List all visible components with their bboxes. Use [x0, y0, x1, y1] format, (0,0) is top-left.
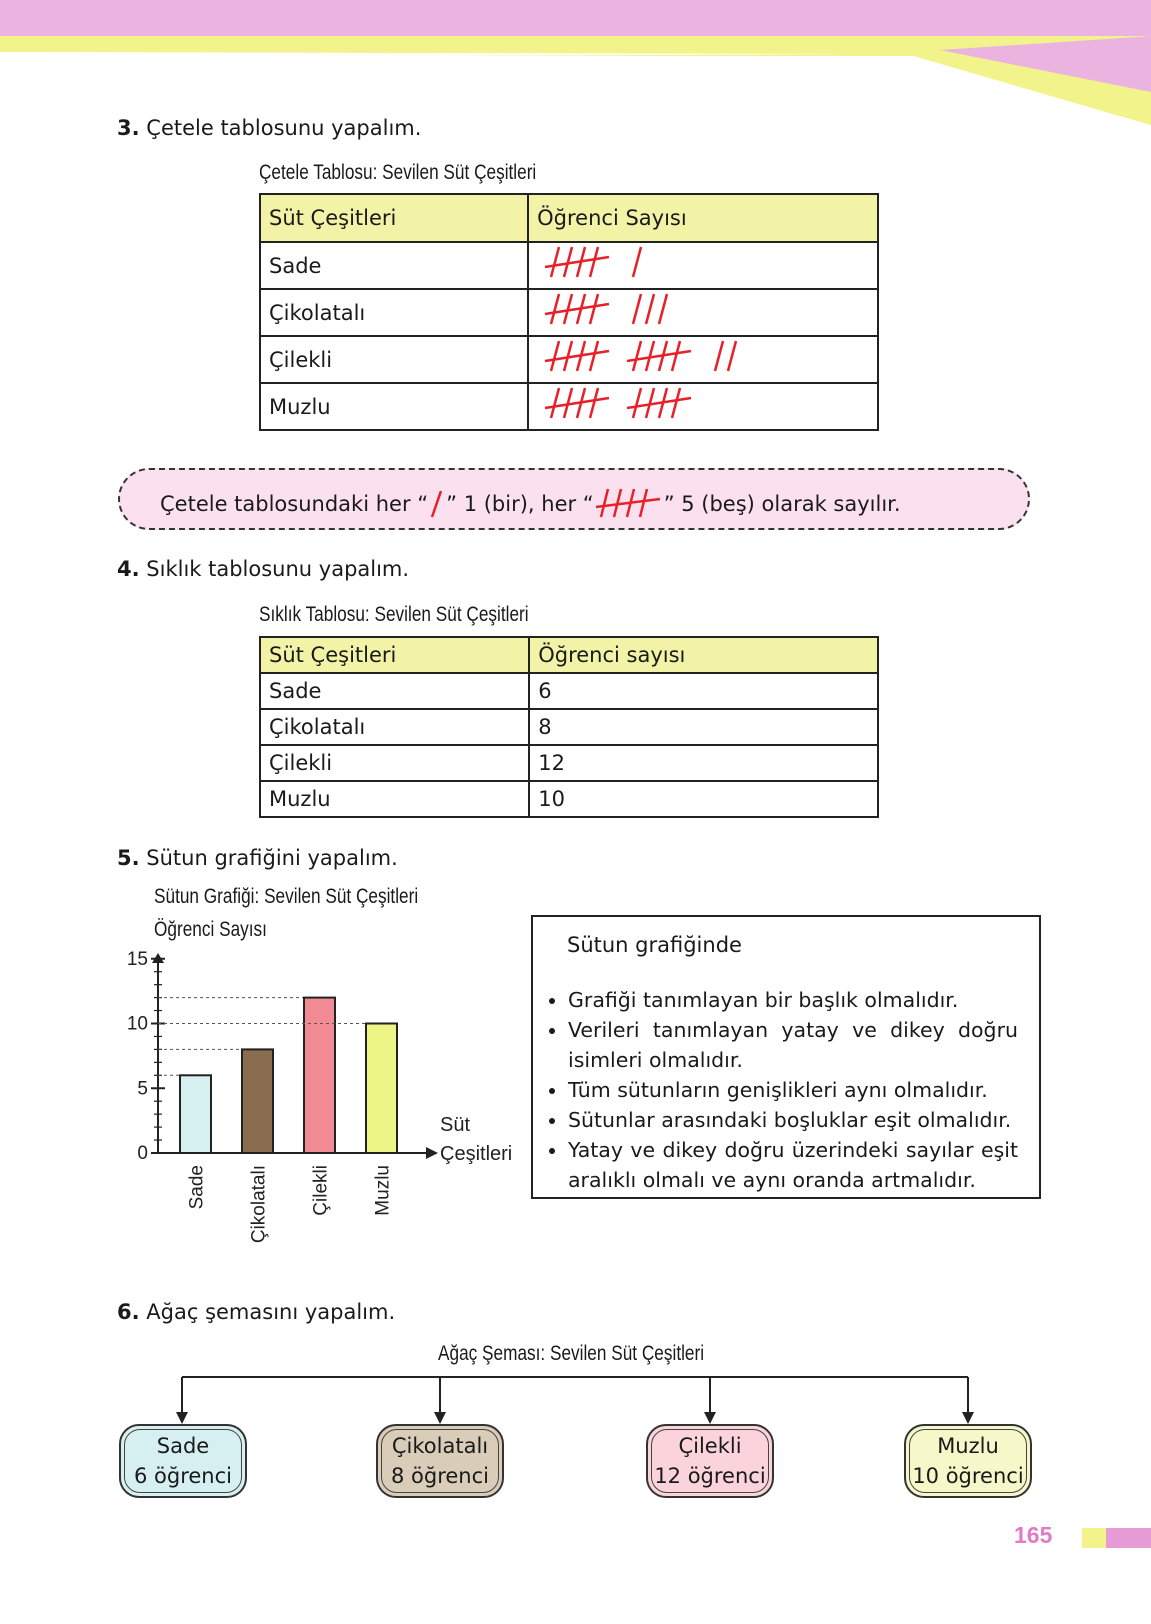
- tally-marks-cell: [528, 383, 878, 430]
- x-axis-label: Çeşitleri: [440, 1143, 513, 1165]
- question-3: [117, 116, 421, 140]
- tally-marks: [537, 337, 857, 377]
- question-6-number: 6.: [117, 1300, 140, 1324]
- question-3-text: Çetele tablosunu yapalım.: [146, 116, 422, 140]
- tally-stroke: [715, 341, 723, 371]
- tally-stroke: [590, 341, 598, 371]
- tally-stroke: [672, 341, 680, 371]
- rules-box-title: Sütun grafiğinde: [567, 933, 742, 957]
- frequency-header-student-count: Öğrenci sayısı: [529, 637, 878, 673]
- y-tick-label: 5: [137, 1078, 148, 1100]
- question-4-number: 4.: [117, 557, 140, 581]
- page-number: 165: [1014, 1522, 1053, 1548]
- arrow-down-icon: [962, 1412, 974, 1424]
- tally-stroke: [633, 388, 641, 418]
- tally-stroke: [728, 341, 736, 371]
- tree-node-count: 6 öğrenci: [134, 1464, 232, 1488]
- tally-stroke: [551, 388, 559, 418]
- tally-stroke: [590, 294, 598, 324]
- tally-marks-cell: [528, 242, 878, 289]
- tree-node-muzlu: [904, 1424, 1032, 1498]
- bar: [366, 1024, 397, 1154]
- frequency-table-title: Sıklık Tablosu: Sevilen Süt Çeşitleri: [259, 603, 529, 626]
- table-row: [260, 709, 878, 745]
- arrow-down-icon: [704, 1412, 716, 1424]
- top-decorative-band: [0, 0, 1151, 130]
- x-category-label: Muzlu: [372, 1165, 394, 1216]
- tally-stroke: [551, 341, 559, 371]
- tally-row-label: Çilekli: [260, 336, 528, 383]
- x-category-label: Sade: [186, 1165, 208, 1210]
- x-axis-label: Süt: [440, 1114, 471, 1136]
- tree-node-count: 12 öğrenci: [654, 1464, 766, 1488]
- y-tick-label: 0: [137, 1143, 148, 1164]
- question-3-number: 3.: [117, 116, 140, 140]
- tally-marks: [537, 384, 857, 424]
- frequency-row-label: Sade: [260, 673, 529, 709]
- tally-stroke: [646, 294, 654, 324]
- x-category-label: Çilekli: [310, 1165, 332, 1216]
- x-category-label: Çikolatalı: [248, 1165, 270, 1244]
- tree-node-name: Çikolatalı: [391, 1434, 489, 1458]
- tally-rule-note-text: [160, 486, 901, 520]
- x-axis-arrow-icon: [426, 1147, 438, 1159]
- arrow-down-icon: [176, 1412, 188, 1424]
- note-part-2: ” 1 (bir), her “: [446, 492, 594, 516]
- five-tally-mark-icon: [594, 486, 664, 520]
- list-item: • Yatay ve dikey doğru üzerindeki sayılar eşit aralıklı olmalı ve aynı oranda artmalıdır.: [568, 1135, 1018, 1195]
- chart-title: Sütun Grafiği: Sevilen Süt Çeşitleri: [154, 885, 419, 908]
- tree-node-count: 10 öğrenci: [912, 1464, 1024, 1488]
- tree-node-cikolatali: [376, 1424, 504, 1498]
- frequency-row-value: 12: [529, 745, 878, 781]
- chart-y-axis-label: Öğrenci Sayısı: [154, 918, 267, 941]
- table-row: [260, 781, 878, 817]
- tally-row-label: Çikolatalı: [260, 289, 528, 336]
- table-row: [260, 383, 878, 430]
- frequency-header-milk-type: Süt Çeşitleri: [260, 637, 529, 673]
- bar-chart-rules-box: [531, 915, 1041, 1199]
- bar: [180, 1075, 211, 1153]
- question-4: [117, 557, 409, 581]
- table-row: [260, 745, 878, 781]
- list-item: • Grafiği tanımlayan bir başlık olmalıdır.: [568, 985, 1018, 1015]
- tally-stroke: [672, 388, 680, 418]
- tree-node-cilekli: [646, 1424, 774, 1498]
- tally-stroke: [551, 247, 559, 277]
- frequency-table-header: [260, 637, 878, 673]
- tally-marks: [537, 290, 857, 330]
- single-tally-mark-icon: [428, 489, 446, 519]
- tally-table-header: [260, 194, 878, 242]
- bar-chart: [110, 945, 530, 1275]
- question-6-text: Ağaç şemasını yapalım.: [146, 1300, 396, 1324]
- y-tick-label: 10: [126, 1013, 148, 1035]
- tree-node-name: Muzlu: [937, 1434, 999, 1458]
- tally-stroke: [590, 247, 598, 277]
- arrow-down-icon: [434, 1412, 446, 1424]
- question-4-text: Sıklık tablosunu yapalım.: [146, 557, 410, 581]
- tree-node-name: Sade: [156, 1434, 210, 1458]
- frequency-row-label: Muzlu: [260, 781, 529, 817]
- tree-node-sade: [119, 1424, 247, 1498]
- tally-marks-cell: [528, 336, 878, 383]
- tally-stroke: [659, 294, 667, 324]
- tally-marks-cell: [528, 289, 878, 336]
- tree-node-name: Çilekli: [678, 1434, 742, 1458]
- table-row: [260, 336, 878, 383]
- tally-stroke: [551, 294, 559, 324]
- tree-node-count: 8 öğrenci: [391, 1464, 489, 1488]
- tree-connectors: [0, 1370, 1151, 1426]
- tally-stroke: [590, 388, 598, 418]
- bar: [242, 1049, 273, 1153]
- frequency-row-value: 6: [529, 673, 878, 709]
- tally-table-title: Çetele Tablosu: Sevilen Süt Çeşitleri: [259, 161, 537, 184]
- tally-header-student-count: Öğrenci Sayısı: [528, 194, 878, 242]
- frequency-row-label: Çikolatalı: [260, 709, 529, 745]
- tally-stroke: [633, 341, 641, 371]
- tally-row-label: Sade: [260, 242, 528, 289]
- tally-table: [259, 193, 879, 431]
- frequency-row-value: 8: [529, 709, 878, 745]
- question-5-text: Sütun grafiğini yapalım.: [146, 846, 398, 870]
- table-row: [260, 242, 878, 289]
- page-number-decoration: [1082, 1528, 1151, 1548]
- note-part-1: Çetele tablosundaki her “: [160, 492, 429, 516]
- list-item: • Tüm sütunların genişlikleri aynı olmalıdır.: [568, 1075, 1018, 1105]
- tally-marks: [537, 243, 857, 283]
- tally-stroke: [633, 294, 641, 324]
- question-5: [117, 846, 398, 870]
- tally-header-milk-type: Süt Çeşitleri: [260, 194, 528, 242]
- question-6: [117, 1300, 395, 1324]
- frequency-table: [259, 636, 879, 818]
- tally-stroke: [633, 247, 641, 277]
- rules-list: [543, 985, 1028, 1195]
- bar: [304, 998, 335, 1153]
- frequency-row-value: 10: [529, 781, 878, 817]
- table-row: [260, 289, 878, 336]
- list-item: • Sütunlar arasındaki boşluklar eşit olmalıdır.: [568, 1105, 1018, 1135]
- table-row: [260, 673, 878, 709]
- question-5-number: 5.: [117, 846, 140, 870]
- tree-diagram-title: Ağaç Şeması: Sevilen Süt Çeşitleri: [438, 1342, 705, 1365]
- tally-row-label: Muzlu: [260, 383, 528, 430]
- list-item: • Verileri tanımlayan yatay ve dikey doğru isimleri olmalıdır.: [568, 1015, 1018, 1075]
- frequency-row-label: Çilekli: [260, 745, 529, 781]
- note-part-3: ” 5 (beş) olarak sayılır.: [663, 492, 901, 516]
- y-tick-label: 15: [126, 948, 148, 970]
